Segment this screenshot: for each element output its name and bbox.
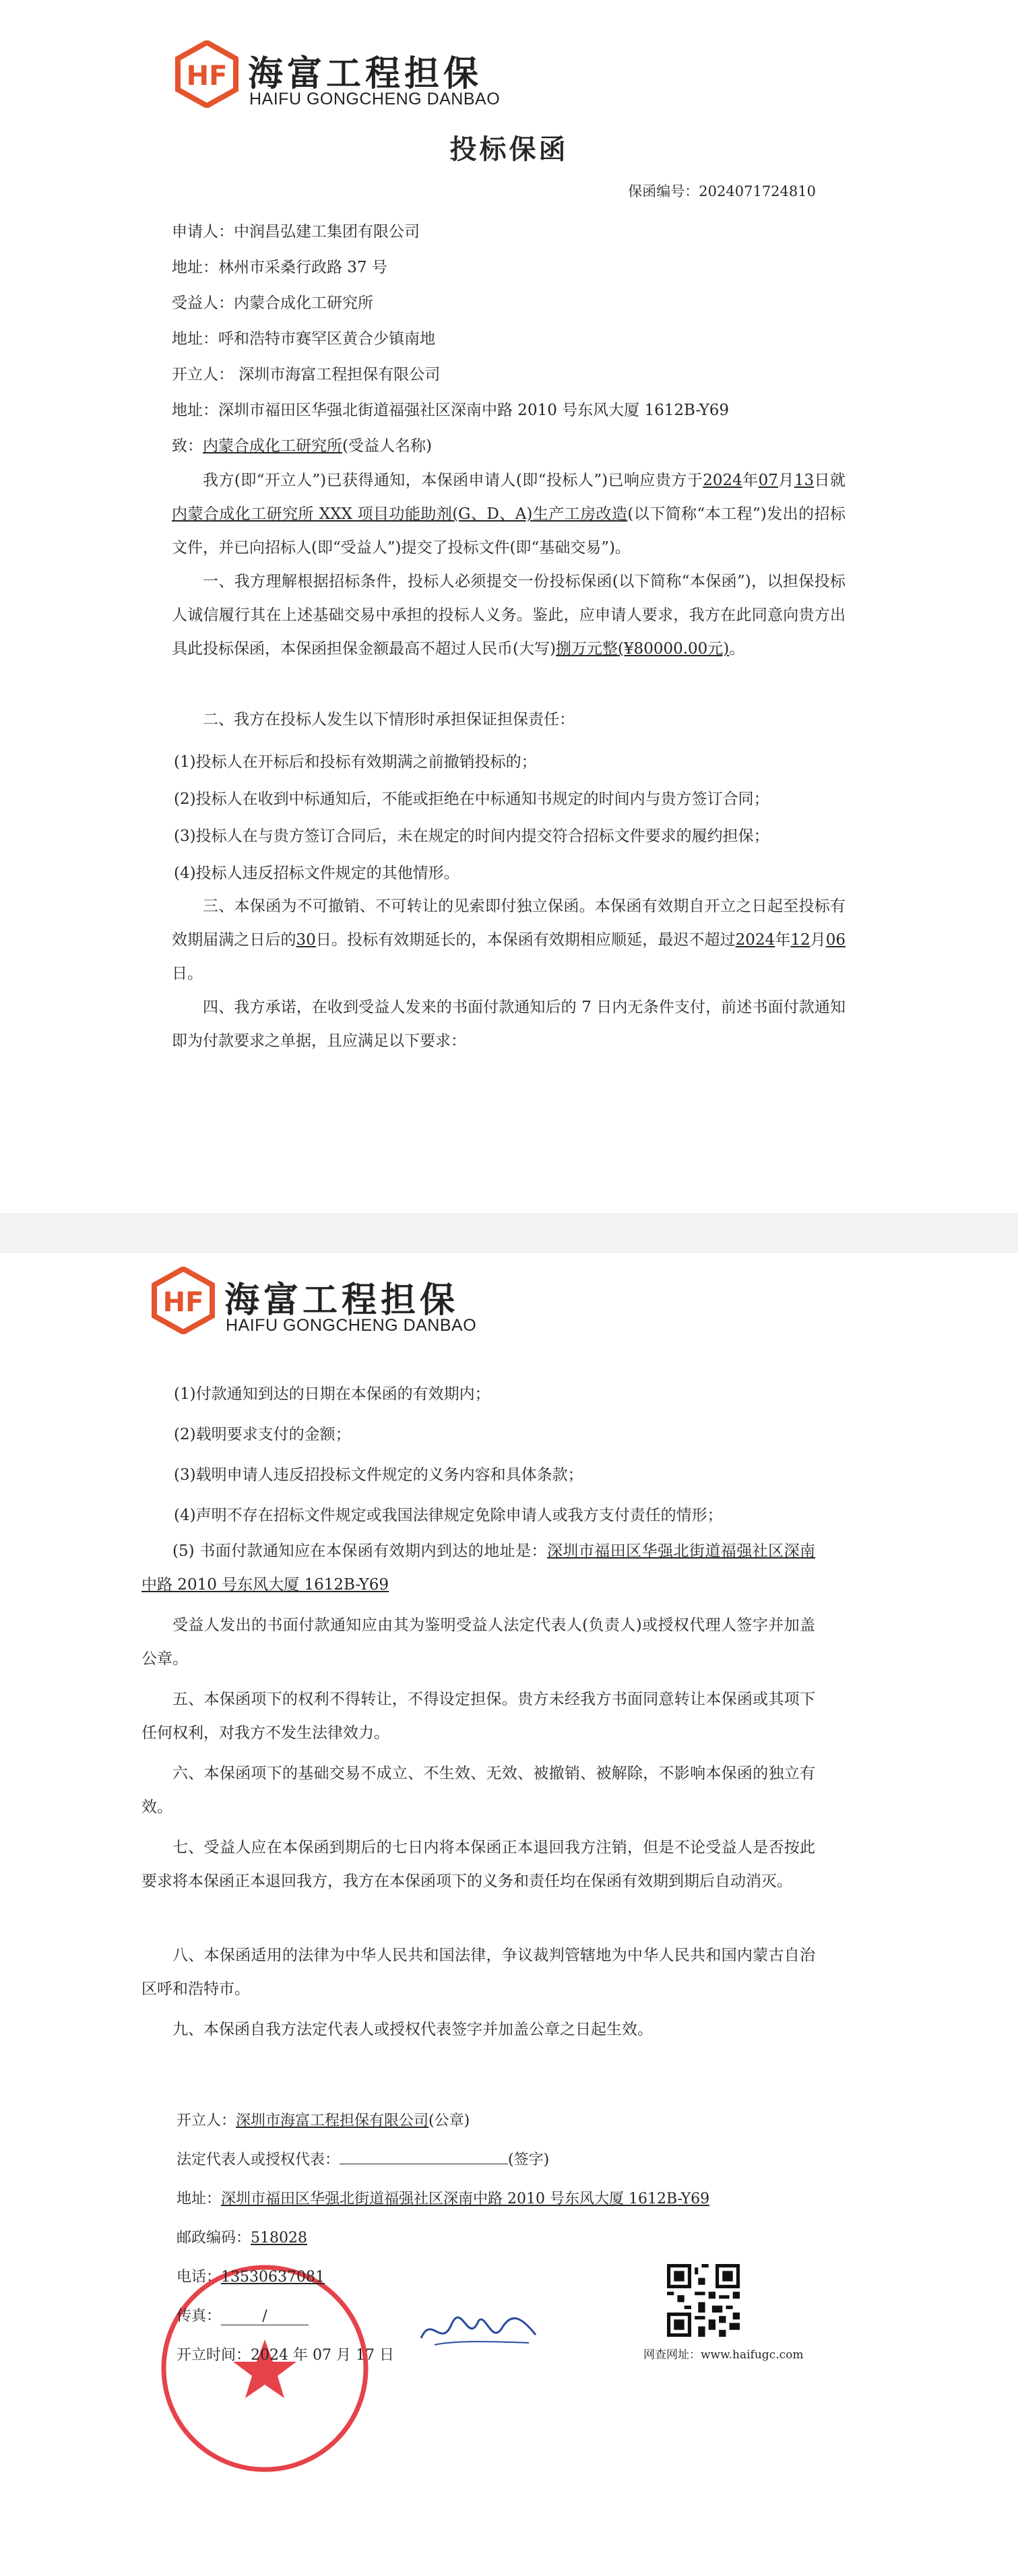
logo-name-cn: 海富工程担保 [224, 1280, 459, 1321]
addressee-line: 致：内蒙合成化工研究所(受益人名称) [172, 437, 432, 455]
clause-9: 九、本保函自我方法定代表人或授权代表签字并加盖公章之日起生效。 [172, 2021, 653, 2038]
verification-qr-code[interactable] [667, 2264, 740, 2337]
clause-7: 七、受益人应在本保函到期后的七日内将本保函正本退回我方注销，但是不论受益人是否按此要求将本保函正本退回我方，我方在本保函项下的义务和责任均在保函有效期到期后自动消灭。 [141, 1839, 815, 1890]
document-title: 投标保函 [449, 134, 569, 165]
intro-paragraph: 我方(即“开立人”)已获得通知，本保函申请人(即“投标人”)已响应贵方于2024年07月13日就内蒙合成化工研究所 XXX 项目功能助剂(G、D、A)生产工房改造(以下简称“本工程”)发出的招标文件，并已向招标人(即“受益人”)提交了投标文件(即“基础交易”)。 [172, 472, 846, 557]
clause-4-item: (3)载明申请人违反招投标文件规定的义务内容和具体条款； [174, 1466, 583, 1484]
clause-8: 八、本保函适用的法律为中华人民共和国法律，争议裁判管辖地为中华人民共和国内蒙古自治区呼和浩特市。 [141, 1947, 815, 1998]
clause-2-item: (2)投标人在收到中标通知后，不能或拒绝在中标通知书规定的时间内与贵方签订合同； [174, 790, 769, 808]
clause-2-item: (1)投标人在开标后和投标有效期满之前撤销投标的； [174, 753, 537, 771]
footer-address: 地址：深圳市福田区华强北街道福强社区深南中路 2010 号东风大厦 1612B-Y69 [177, 2191, 710, 2207]
signature-image [414, 2308, 542, 2355]
clause-4-item: (4)声明不存在招标文件规定或我国法律规定免除申请人或我方支付责任的情形； [174, 1507, 723, 1524]
clause-1: 一、我方理解根据招标条件，投标人必须提交一份投标保函(以下简称“本保函”)，以担保投标人诚信履行其在上述基础交易中承担的投标人义务。鉴此，应申请人要求，我方在此同意向贵方出具此投标保函，本保函担保金额最高不超过人民币(大写)捌万元整(¥80000.00元)。 [172, 573, 846, 658]
footer-issue-date: 开立时间：2024 年 07 月 17 日 [177, 2347, 394, 2364]
logo-name-en: HAIFU GONGCHENG DANBAO [249, 90, 501, 108]
clause-4-tail: 受益人发出的书面付款通知应由其为鉴明受益人法定代表人(负责人)或授权代理人签字并加盖公章。 [141, 1616, 815, 1668]
logo-name-en: HAIFU GONGCHENG DANBAO [226, 1316, 477, 1335]
clause-2-item: (3)投标人在与贵方签订合同后，未在规定的时间内提交符合招标文件要求的履约担保； [174, 827, 769, 845]
clause-5: 五、本保函项下的权利不得转让，不得设定担保。贵方未经我方书面同意转让本保函或其项下任何权利，对我方不发生法律效力。 [141, 1691, 815, 1742]
footer-representative: 法定代表人或授权代表： (签字) [177, 2151, 550, 2168]
clause-2-item: (4)投标人违反招标文件规定的其他情形。 [174, 865, 459, 882]
clause-4-item-5: (5) 书面付款通知应在本保函有效期内到达的地址是：深圳市福田区华强北街道福强社区深南中路 2010 号东风大厦 1612B-Y69 [141, 1542, 816, 1594]
haifu-logo-icon [175, 40, 239, 108]
clause-4-item: (2)载明要求支付的金额； [174, 1426, 351, 1443]
clause-3: 三、本保函为不可撤销、不可转让的见索即付独立保函。本保函有效期自开立之日起至投标有效期届满之日后的30日。投标有效期延长的，本保函有效期相应顺延，最迟不超过2024年12月06日。 [172, 898, 846, 982]
clause-4: 四、我方承诺，在收到受益人发来的书面付款通知后的 7 日内无条件支付，前述书面付款通知即为付款要求之单据，且应满足以下要求： [172, 999, 846, 1050]
query-url-label: 网查网址：www.haifugc.com [643, 2348, 804, 2362]
company-logo [152, 1263, 477, 1351]
clause-6: 六、本保函项下的基础交易不成立、不生效、无效、被撤销、被解除，不影响本保函的独立有效。 [141, 1765, 815, 1816]
footer-fax: 传真： / [177, 2304, 309, 2325]
footer-postcode: 邮政编码：518028 [177, 2230, 307, 2247]
haifu-logo-icon [152, 1267, 216, 1334]
svg-text:HF: HF [186, 61, 228, 92]
applicant-line: 申请人：中润昌弘建工集团有限公司 [172, 223, 420, 241]
svg-text:HF: HF [162, 1287, 204, 1318]
issuer-address-line: 地址：深圳市福田区华强北街道福强社区深南中路 2010 号东风大厦 1612B-Y69 [172, 402, 730, 419]
beneficiary-line: 受益人：内蒙合成化工研究所 [172, 294, 373, 312]
document-page-2 [0, 1253, 1018, 2576]
applicant-address-line: 地址：林州市采桑行政路 37 号 [172, 259, 387, 276]
footer-issuer: 开立人：深圳市海富工程担保有限公司(公章) [177, 2112, 470, 2129]
footer-phone: 电话：13530637081 [177, 2269, 325, 2286]
logo-name-cn: 海富工程担保 [248, 54, 483, 94]
clause-4-item: (1)付款通知到达的日期在本保函的有效期内； [174, 1385, 490, 1403]
company-seal-stamp [154, 2257, 376, 2480]
guarantee-number: 保函编号：2024071724810 [628, 183, 816, 199]
company-logo [175, 37, 501, 125]
issuer-line: 开立人： 深圳市海富工程担保有限公司 [172, 366, 441, 383]
beneficiary-address-line: 地址：呼和浩特市赛罕区黄合少镇南地 [172, 330, 435, 348]
document-page-1 [0, 0, 1018, 1213]
clause-2-heading: 二、我方在投标人发生以下情形时承担保证担保责任： [203, 711, 575, 728]
